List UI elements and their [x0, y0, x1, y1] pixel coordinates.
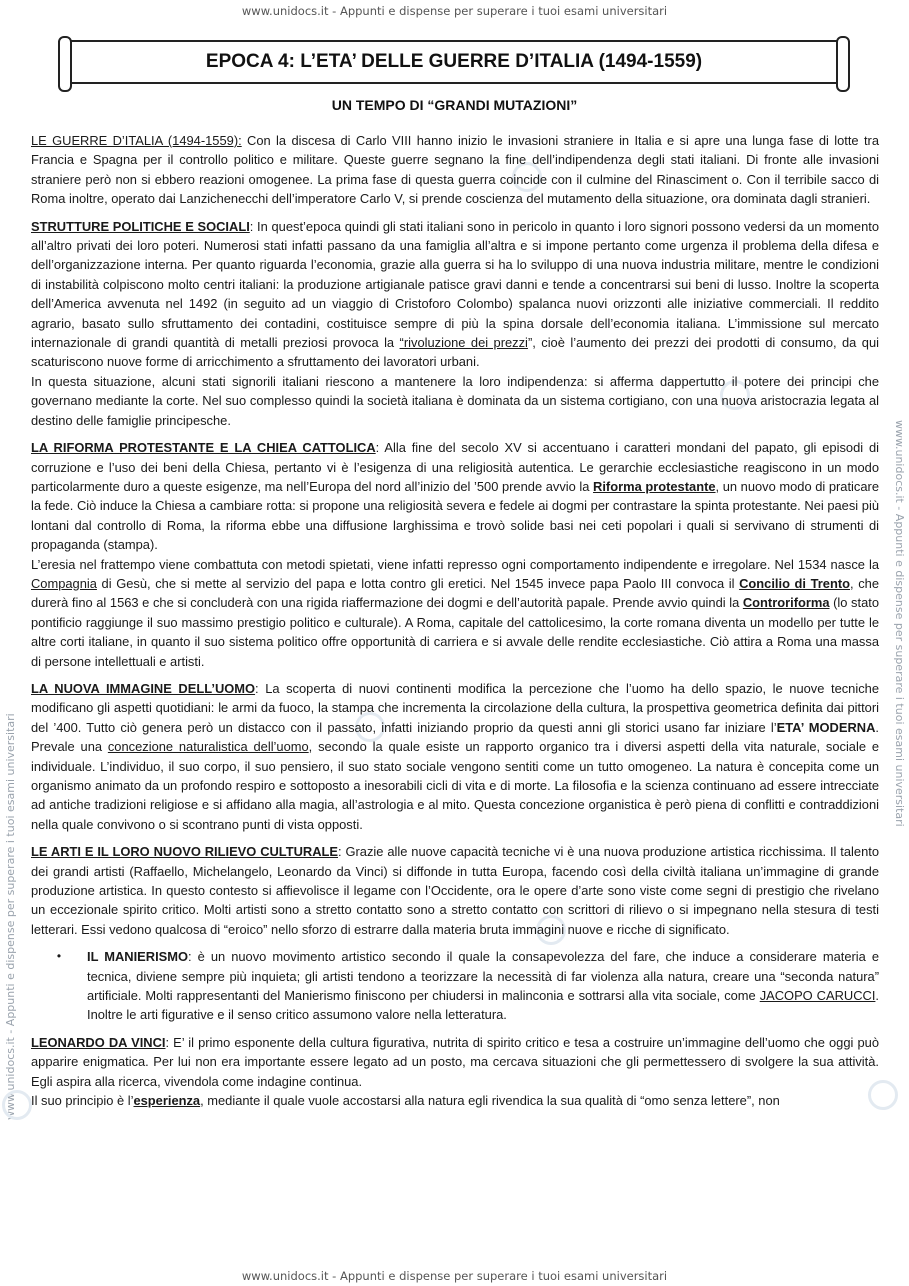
section-leonardo — [31, 1033, 879, 1091]
page-title: EPOCA 4: L’ETA’ DELLE GUERRE D’ITALIA (1494-1559) — [205, 51, 703, 72]
section-heading: STRUTTURE POLITICHE E SOCIALI — [31, 218, 250, 234]
term-rivoluzione-prezzi: “rivoluzione dei prezzi — [399, 335, 528, 351]
section-text: . Inoltre le arti figurative e il senso critico assumono valore nella letteratura. — [87, 988, 880, 1023]
section-immagine — [31, 679, 879, 834]
term-jacopo-carucci: JACOPO CARUCCI — [759, 988, 876, 1004]
term-concilio-trento: Concilio di Trento — [739, 575, 851, 591]
section-strutture-cont — [31, 372, 879, 430]
title-banner — [62, 40, 846, 84]
section-text: : Grazie alle nuove capacità tecniche vi è una nuova produzione artistica ricchissima. Il talento dei grandi artisti (Raffaello, Michelangelo, Leonardo da Vinci) si diffonde in tutta Europa, facendo così della civiltà italiana un’immagine di grande produzione artistica. In questo contesto si affievolisce il legame con l’Occidente, ora le opere d’arte sono viste come segni di prestigio che rivelano un eccezionale spirito critico. Molti artisti sono a stretto contatto sono a stretto contatto con scrittori di rilievo o si impegnano nella stesura di testi letterari. Essi vedono qualcosa di “eroico” nello sforzo di estrarre dalla materia bruta immagini nuove e ricche di significato. — [31, 844, 879, 937]
section-riforma — [31, 438, 879, 554]
term-compagnia: Compagnia — [31, 575, 97, 591]
section-text: : La scoperta di nuovi continenti modifica la percezione che l’uomo ha dello spazio, le nuove tecniche modificano gli aspetti quotidiani: le armi da fuoco, la stampa che incrementa la circolazione della cultura, la prospettiva geometrica definita dai pittori del ’400. Tutto ciò genera però un distacco con il passato, infatti iniziando proprio da questi anni gli storici usano far iniziare l’ — [31, 680, 879, 735]
bullet-icon: • — [56, 949, 62, 964]
term-controriforma: Controriforma — [742, 595, 830, 611]
term-concezione-naturalistica: concezione naturalistica dell’uomo — [107, 739, 309, 755]
term-riforma-protestante: Riforma protestante — [593, 478, 716, 494]
section-text: . Prevale una — [31, 719, 879, 755]
section-text: ”, cioè l’aumento dei prezzi dei prodotti di consumo, da qui scaturiscono nuove forme di arricchimento a sfruttamento dei lavoratori urbani. — [31, 335, 879, 370]
term-esperienza: esperienza — [133, 1093, 201, 1109]
section-heading: LE ARTI E IL LORO NUOVO RILIEVO CULTURALE — [31, 844, 338, 860]
list-item-text — [87, 947, 879, 1025]
section-text: di Gesù, che si mette al servizio del papa e lotta contro gli eretici. Nel 1545 invece papa Paolo III convoca il — [96, 575, 740, 591]
watermark-top: www.unidocs.it - Appunti e dispense per superare i tuoi esami universitari — [241, 4, 668, 18]
page-subtitle: UN TEMPO DI “GRANDI MUTAZIONI” — [331, 97, 578, 113]
section-arti — [31, 842, 879, 939]
section-text: Con la discesa di Carlo VIII hanno inizio le invasioni straniere in Italia e si apre una lunga fase di lotte tra Francia e Spagna per il controllo politico e militare. Queste guerre segnano la fine dell’indipendenza degli stati italiani. Di fronte alle invasioni straniere però non si ebbero reazioni omogenee. La prima fase di questa guerra coincide con il culmine del Rinasciment o. Con il terribile sacco di Roma inoltre, operato dai Lanzichenecchi dell’imperatore Carlo V, si prende coscienza del mutamento della situazione, ora dominata dagli stranieri. — [31, 133, 879, 207]
section-riforma-cont — [31, 555, 879, 671]
section-strutture — [31, 217, 879, 372]
section-text: In questa situazione, alcuni stati signorili italiani riescono a mantenere la loro indipendenza: si afferma dappertutto il potere dei principi che governano mediante la corte. Nel suo complesso quindi la società italiana è dominata da un sistema cortigiano, con una nuova aristocrazia legata al destino delle famiglie principesche. — [31, 373, 879, 428]
section-heading: LA NUOVA IMMAGINE DELL’UOMO — [31, 680, 256, 696]
watermark-right: www.unidocs.it - Appunti e dispense per superare i tuoi esami universitari — [893, 420, 906, 827]
section-text: (lo stato pontificio raggiunge il suo massimo prestigio politico e culturale). A Roma, capitale del cattolicesimo, la corte romana diventa un modello per tutte le altre corti italiane, in quanto il suo sistema politico offre opportunità di carriera e si avvale delle rendite ecclesiastiche. Ciò attira a Roma una massa di persone intellettuali e artisti. — [31, 595, 879, 669]
section-heading: LE GUERRE D’ITALIA (1494-1559): — [31, 133, 242, 148]
watermark-bottom: www.unidocs.it - Appunti e dispense per superare i tuoi esami universitari — [241, 1269, 668, 1283]
section-text: : è un nuovo movimento artistico secondo il quale la consapevolezza del fare, che induce a considerare materia e tecnica, diviene sempre più inquieta; gli artisti tendono a teorizzare la necessità di far violenza alla natura, creare una “seconda natura” artificiale. Molti rappresentanti del Manierismo finiscono per chiudersi in malinconia e sottrarsi alla vita sociale, come — [87, 949, 880, 1004]
section-heading: LA RIFORMA PROTESTANTE E LA CHIEA CATTOLICA — [31, 440, 376, 456]
section-text: : E’ il primo esponente della cultura figurativa, nutrita di spirito critico e tesa a costruire un’immagine dell’uomo che oggi può apparire enigmatica. Per lui non era importante essere legato ad un posto, ma cercava situazioni che gli permettessero di svolgere la sua attività. Egli aspira alla ricerca, vivendola come indagine continua. — [31, 1034, 879, 1089]
section-text: , che durerà fino al 1563 e che si concluderà con una rigida riaffermazione dei dogmi e dell’autorità papale. Prende avvio quindi la — [31, 575, 879, 611]
watermark-left: www.unidocs.it - Appunti e dispense per superare i tuoi esami universitari — [4, 713, 17, 1120]
watermark-logo-icon — [2, 1090, 32, 1120]
document-body — [31, 131, 879, 1111]
list-item-manierismo — [31, 947, 879, 1025]
section-text: Il suo principio è l’ — [31, 1093, 134, 1109]
section-text: : In quest’epoca quindi gli stati italiani sono in pericolo in quanto i loro signori possono vedersi da un momento all’altro privati dei loro poteri. Numerosi stati infatti passano da una famiglia all’altra e si impone pertanto come urgenza il problema della difesa e dell’organizzazione interna. Per quanto riguarda l’economia, grazie alla guerra si ha lo sviluppo di una nuova industria militare, mentre le condizioni di instabilità colpiscono molto centri italiani: la produzione artigianale patisce gravi danni e tende a concentrarsi sui beni di lusso. Inoltre la scoperta dell’America avvenuta nel 1492 (in seguito ad un viaggio di Cristoforo Colombo) spalanca nuovi orizzonti alle iniziative commerciali. Il reddito agrario, basato sullo sfruttamento dei contadini, costituisce sempre di più la spina dorsale dell’economia italiana. L’immissione sul mercato internazionale di grandi quantità di metalli preziosi provoca la — [31, 218, 879, 351]
section-text: : Alla fine del secolo XV si accentuano i caratteri mondani del papato, gli episodi di corruzione e l’uso dei beni della Chiesa, pertanto vi è l’esigenza di una religiosità autentica. Le gerarchie ecclesiastiche reagiscono in un modo particolarmente duro a queste esigenze, ma nell’Europa del nord all’inizio del ’500 prende avvio la — [31, 440, 879, 494]
section-text: L’eresia nel frattempo viene combattuta con metodi spietati, viene infatti represso ogni comportamento indipendente e irregolare. Nel 1534 nasce la — [31, 556, 879, 572]
section-text: , mediante il quale vuole accostarsi alla natura egli rivendica la sua qualità di “omo senza lettere”, non — [200, 1093, 780, 1109]
section-text: , un nuovo modo di praticare la fede. Ciò induce la Chiesa a cambiare rotta: si propone una religiosità severa e fedele ai dogmi per contrastare la spinta protestante. Nei paesi più lontani dal controllo di Roma, la riforma ebbe una diffusione larghissima e trovò solide basi nei ceti popolari i quali si servivano di strumenti di propaganda (stampa). — [31, 478, 879, 553]
section-leonardo-cont — [31, 1091, 879, 1110]
section-guerre — [31, 131, 879, 209]
section-heading: IL MANIERISMO — [87, 949, 189, 965]
term-eta-moderna: ETA’ MODERNA — [776, 719, 876, 735]
section-text: , secondo la quale esiste un rapporto organico tra i diversi aspetti della vita naturale, sociale e individuale. L’individuo, il suo corpo, il suo pensiero, il suo stato sociale vengono sentiti come un tutto omogeneo. La natura è concepita come un organismo animato da un profondo respiro e sottoposto a inesorabili cicli di vita e di morte. La filosofia e la scienza continuano ad essere intrecciate ad antiche tradizioni religiose e si affidano alla magia, all’astrologia e al mito. Questa concezione organistica è però piena di conflitti e contraddizioni nella quale convivono o si scontrano punti di vista opposti. — [31, 739, 879, 832]
section-heading: LEONARDO DA VINCI — [31, 1034, 166, 1050]
